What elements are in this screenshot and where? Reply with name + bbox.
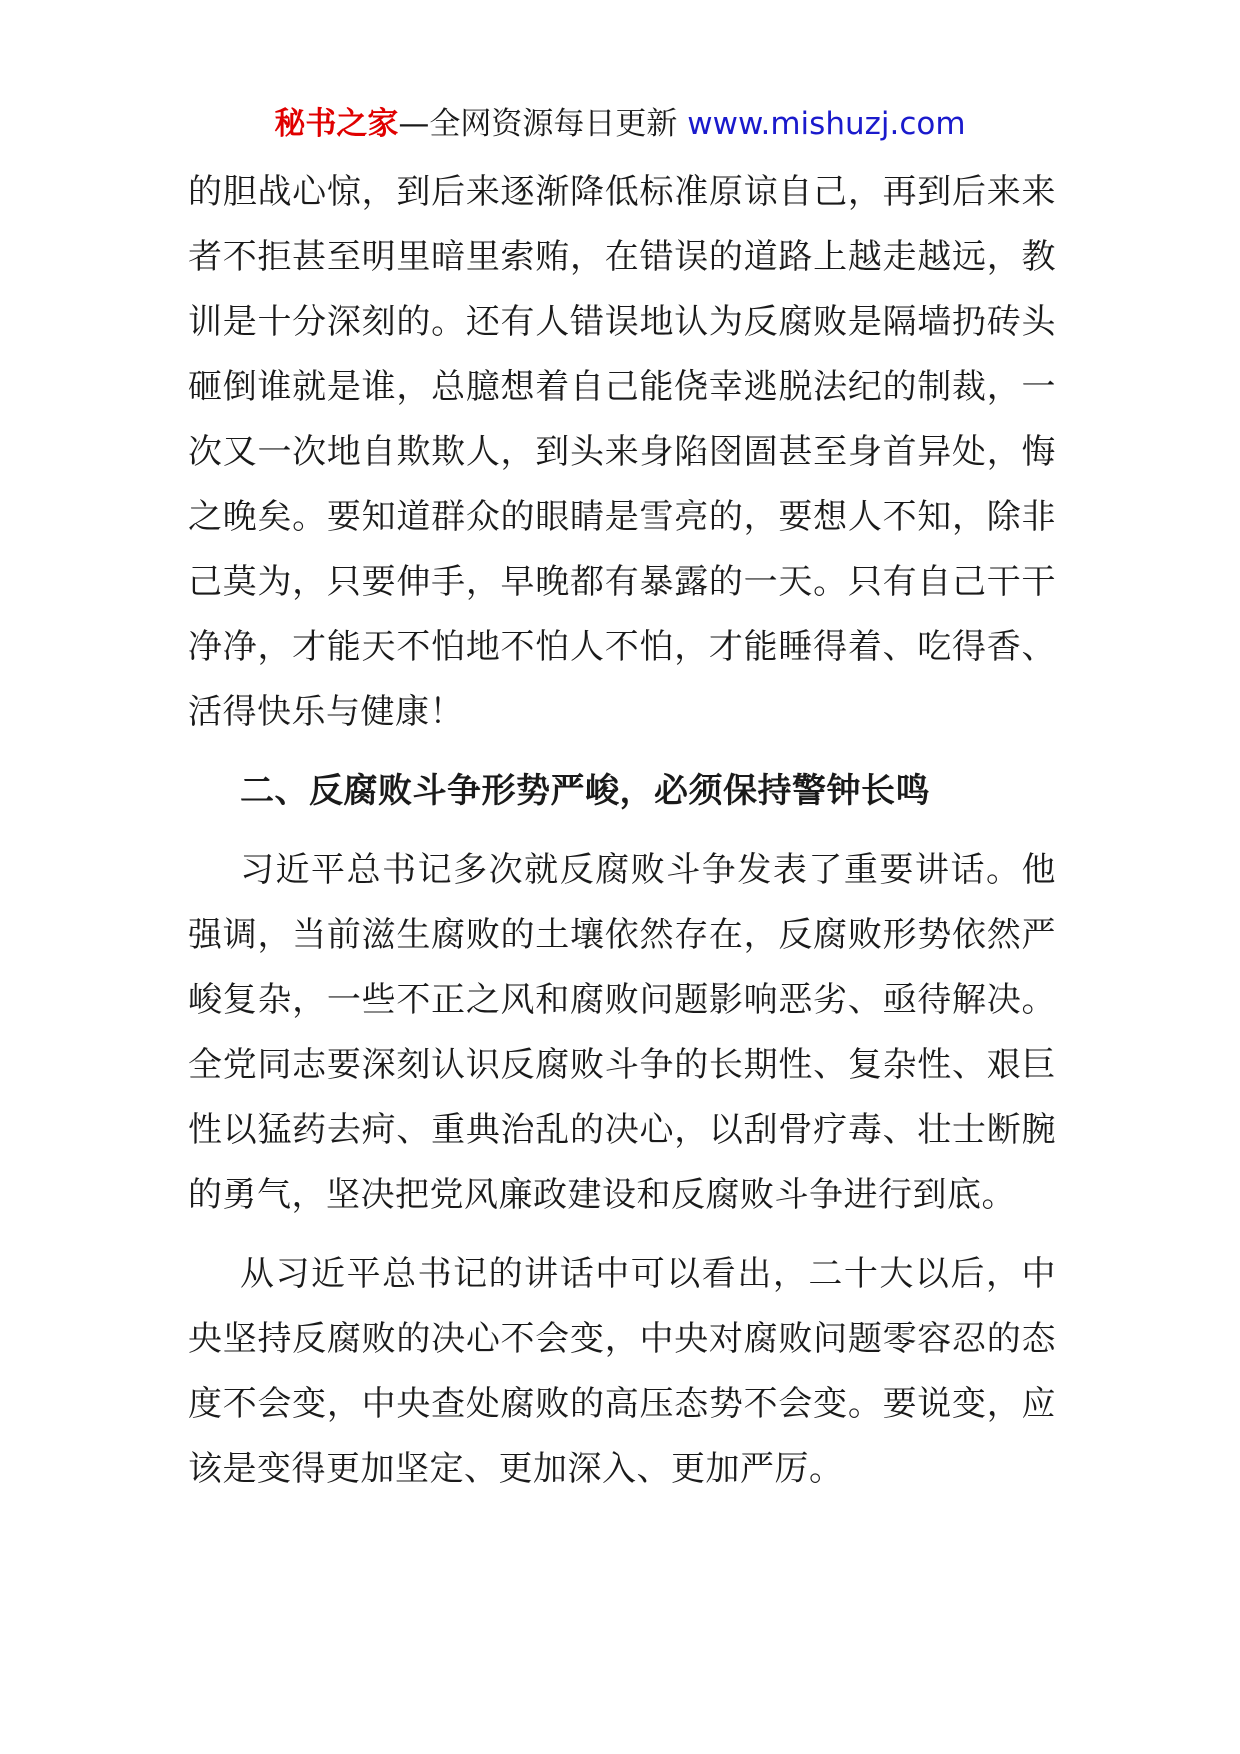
- site-brand: 秘书之家: [274, 106, 399, 142]
- site-url-link[interactable]: www.mishuzj.com: [687, 106, 966, 142]
- paragraph-conclusion: 从习近平总书记的讲话中可以看出，二十大以后，中央坚持反腐败的决心不会变，中央对腐败问题零容忍的态度不会变，中央查处腐败的高压态势不会变。要说变，应该是变得更加坚定、更加深入、更加严厉。: [188, 1254, 1056, 1489]
- document-body: [188, 160, 1056, 1502]
- paragraph-speech: 习近平总书记多次就反腐败斗争发表了重要讲话。他强调，当前滋生腐败的土壤依然存在，反腐败形势依然严峻复杂，一些不正之风和腐败问题影响恶劣、亟待解决。全党同志要深刻认识反腐败斗争的长期性、复杂性、艰巨性以猛药去疴、重典治乱的决心，以刮骨疗毒、壮士断腕的勇气，坚决把党风廉政建设和反腐败斗争进行到底。: [188, 850, 1056, 1215]
- paragraph-continued: 的胆战心惊，到后来逐渐降低标准原谅自己，再到后来来者不拒甚至明里暗里索贿，在错误的道路上越走越远，教训是十分深刻的。还有人错误地认为反腐败是隔墙扔砖头砸倒谁就是谁，总臆想着自己能侥幸逃脱法纪的制裁，一次又一次地自欺欺人，到头来身陷囹圄甚至身首异处，悔之晚矣。要知道群众的眼睛是雪亮的，要想人不知，除非己莫为，只要伸手，早晚都有暴露的一天。只有自己干干净净，才能天不怕地不怕人不怕，才能睡得着、吃得香、活得快乐与健康！: [188, 172, 1056, 732]
- section-heading: 二、反腐败斗争形势严峻，必须保持警钟长鸣: [240, 771, 930, 811]
- site-tagline: —全网资源每日更新: [398, 106, 688, 142]
- site-header: [0, 104, 1240, 144]
